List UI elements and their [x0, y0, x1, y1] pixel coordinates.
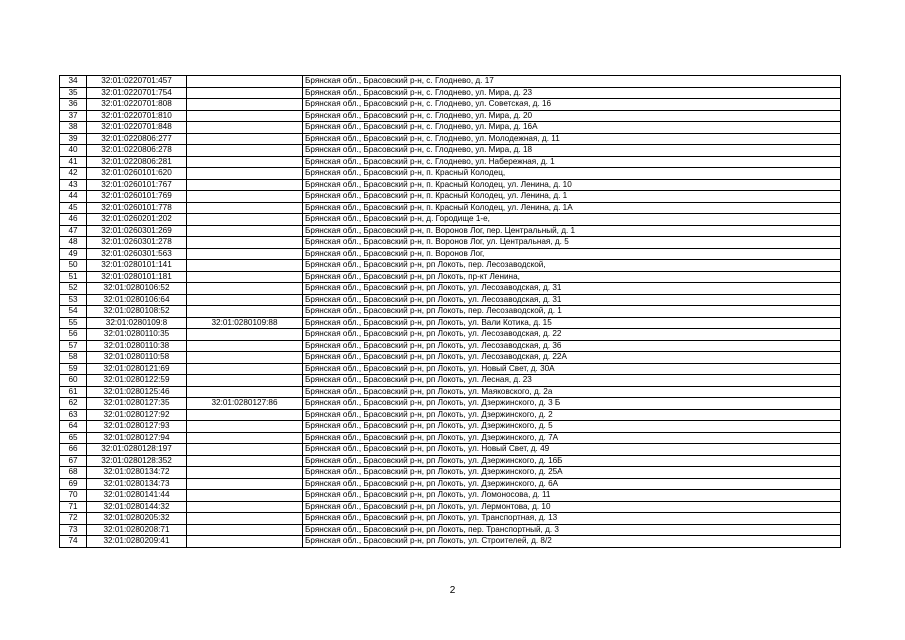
- table-row: [60, 536, 841, 548]
- row-number-cell: 49: [60, 248, 87, 260]
- address-cell: Брянская обл., Брасовский р-н, рп Локоть, пр-кт Ленина,: [303, 271, 841, 283]
- address-cell: Брянская обл., Брасовский р-н, рп Локоть, пер. Лесозаводской, д. 1: [303, 306, 841, 318]
- cadastral-number-cell: 32:01:0260101:767: [87, 179, 187, 191]
- address-cell: Брянская обл., Брасовский р-н, рп Локоть, ул. Ломоносова, д. 11: [303, 490, 841, 502]
- row-number-cell: 56: [60, 329, 87, 341]
- address-cell: Брянская обл., Брасовский р-н, с. Глоднево, ул. Советская, д. 16: [303, 99, 841, 111]
- cadastral-number-cell: 32:01:0280106:64: [87, 294, 187, 306]
- address-cell: Брянская обл., Брасовский р-н, п. Красный Колодец, ул. Ленина, д. 10: [303, 179, 841, 191]
- address-cell: Брянская обл., Брасовский р-н, п. Воронов Лог, ул. Центральная, д. 5: [303, 237, 841, 249]
- address-cell: Брянская обл., Брасовский р-н, рп Локоть, ул. Дзержинского, д. 3 Б: [303, 398, 841, 410]
- row-number-cell: 41: [60, 156, 87, 168]
- row-number-cell: 36: [60, 99, 87, 111]
- cadastral-number-cell: 32:01:0280101:141: [87, 260, 187, 272]
- linked-cadastral-number-cell: [187, 340, 303, 352]
- table-row: [60, 386, 841, 398]
- table-row: [60, 478, 841, 490]
- address-cell: Брянская обл., Брасовский р-н, рп Локоть, ул. Дзержинского, д. 16Б: [303, 455, 841, 467]
- table-row: [60, 340, 841, 352]
- table-row: [60, 76, 841, 88]
- linked-cadastral-number-cell: [187, 444, 303, 456]
- linked-cadastral-number-cell: [187, 260, 303, 272]
- address-cell: Брянская обл., Брасовский р-н, рп Локоть, ул. Строителей, д. 8/2: [303, 536, 841, 548]
- address-cell: Брянская обл., Брасовский р-н, рп Локоть, ул. Дзержинского, д. 25А: [303, 467, 841, 479]
- linked-cadastral-number-cell: [187, 110, 303, 122]
- linked-cadastral-number-cell: [187, 225, 303, 237]
- row-number-cell: 35: [60, 87, 87, 99]
- row-number-cell: 74: [60, 536, 87, 548]
- row-number-cell: 69: [60, 478, 87, 490]
- linked-cadastral-number-cell: 32:01:0280127:86: [187, 398, 303, 410]
- cadastral-number-cell: 32:01:0260301:278: [87, 237, 187, 249]
- linked-cadastral-number-cell: [187, 363, 303, 375]
- table-row: [60, 294, 841, 306]
- row-number-cell: 50: [60, 260, 87, 272]
- cadastral-number-cell: 32:01:0280110:58: [87, 352, 187, 364]
- row-number-cell: 65: [60, 432, 87, 444]
- row-number-cell: 57: [60, 340, 87, 352]
- address-cell: Брянская обл., Брасовский р-н, рп Локоть, пер. Лесозаводской,: [303, 260, 841, 272]
- page-number: 2: [449, 585, 456, 596]
- cadastral-number-cell: 32:01:0280101:181: [87, 271, 187, 283]
- linked-cadastral-number-cell: [187, 536, 303, 548]
- address-cell: Брянская обл., Брасовский р-н, с. Глоднево, ул. Набережная, д. 1: [303, 156, 841, 168]
- linked-cadastral-number-cell: [187, 386, 303, 398]
- table-row: [60, 191, 841, 203]
- row-number-cell: 59: [60, 363, 87, 375]
- linked-cadastral-number-cell: [187, 409, 303, 421]
- table-row: [60, 375, 841, 387]
- table-row: [60, 271, 841, 283]
- cadastral-number-cell: 32:01:0280127:92: [87, 409, 187, 421]
- address-cell: Брянская обл., Брасовский р-н, рп Локоть, ул. Новый Свет, д. 49: [303, 444, 841, 456]
- cadastral-number-cell: 32:01:0280134:72: [87, 467, 187, 479]
- address-cell: Брянская обл., Брасовский р-н, с. Глоднево, ул. Мира, д. 23: [303, 87, 841, 99]
- linked-cadastral-number-cell: [187, 76, 303, 88]
- linked-cadastral-number-cell: [187, 179, 303, 191]
- address-cell: Брянская обл., Брасовский р-н, рп Локоть, ул. Дзержинского, д. 6А: [303, 478, 841, 490]
- linked-cadastral-number-cell: [187, 191, 303, 203]
- address-cell: Брянская обл., Брасовский р-н, рп Локоть, ул. Вали Котика, д. 15: [303, 317, 841, 329]
- registry-table-body: [60, 76, 841, 548]
- address-cell: Брянская обл., Брасовский р-н, рп Локоть, ул. Маяковского, д. 2а: [303, 386, 841, 398]
- row-number-cell: 43: [60, 179, 87, 191]
- row-number-cell: 48: [60, 237, 87, 249]
- table-row: [60, 283, 841, 295]
- row-number-cell: 42: [60, 168, 87, 180]
- address-cell: Брянская обл., Брасовский р-н, с. Глоднево, ул. Молодежная, д. 11: [303, 133, 841, 145]
- row-number-cell: 47: [60, 225, 87, 237]
- row-number-cell: 71: [60, 501, 87, 513]
- table-row: [60, 133, 841, 145]
- row-number-cell: 40: [60, 145, 87, 157]
- linked-cadastral-number-cell: [187, 99, 303, 111]
- address-cell: Брянская обл., Брасовский р-н, рп Локоть, ул. Дзержинского, д. 2: [303, 409, 841, 421]
- cadastral-number-cell: 32:01:0280121:69: [87, 363, 187, 375]
- address-cell: Брянская обл., Брасовский р-н, рп Локоть, ул. Лесозаводская, д. 22: [303, 329, 841, 341]
- linked-cadastral-number-cell: [187, 432, 303, 444]
- linked-cadastral-number-cell: [187, 501, 303, 513]
- address-cell: Брянская обл., Брасовский р-н, п. Красный Колодец,: [303, 168, 841, 180]
- cadastral-number-cell: 32:01:0280144:32: [87, 501, 187, 513]
- cadastral-number-cell: 32:01:0220806:277: [87, 133, 187, 145]
- table-row: [60, 168, 841, 180]
- table-row: [60, 156, 841, 168]
- row-number-cell: 52: [60, 283, 87, 295]
- row-number-cell: 66: [60, 444, 87, 456]
- linked-cadastral-number-cell: [187, 478, 303, 490]
- cadastral-number-cell: 32:01:0280205:32: [87, 513, 187, 525]
- cadastral-number-cell: 32:01:0220701:848: [87, 122, 187, 134]
- linked-cadastral-number-cell: [187, 329, 303, 341]
- cadastral-number-cell: 32:01:0280127:93: [87, 421, 187, 433]
- table-row: [60, 145, 841, 157]
- table-row: [60, 421, 841, 433]
- row-number-cell: 44: [60, 191, 87, 203]
- table-row: [60, 306, 841, 318]
- row-number-cell: 60: [60, 375, 87, 387]
- cadastral-number-cell: 32:01:0220701:457: [87, 76, 187, 88]
- cadastral-number-cell: 32:01:0220701:808: [87, 99, 187, 111]
- linked-cadastral-number-cell: [187, 168, 303, 180]
- table-row: [60, 317, 841, 329]
- address-cell: Брянская обл., Брасовский р-н, с. Глоднево, д. 17: [303, 76, 841, 88]
- cadastral-number-cell: 32:01:0220701:754: [87, 87, 187, 99]
- linked-cadastral-number-cell: [187, 524, 303, 536]
- linked-cadastral-number-cell: [187, 87, 303, 99]
- row-number-cell: 61: [60, 386, 87, 398]
- linked-cadastral-number-cell: [187, 513, 303, 525]
- address-cell: Брянская обл., Брасовский р-н, рп Локоть, ул. Лесозаводская, д. 36: [303, 340, 841, 352]
- linked-cadastral-number-cell: [187, 237, 303, 249]
- address-cell: Брянская обл., Брасовский р-н, рп Локоть, ул. Лермонтова, д. 10: [303, 501, 841, 513]
- cadastral-number-cell: 32:01:0220701:810: [87, 110, 187, 122]
- linked-cadastral-number-cell: 32:01:0280109:88: [187, 317, 303, 329]
- address-cell: Брянская обл., Брасовский р-н, рп Локоть, ул. Лесозаводская, д. 22А: [303, 352, 841, 364]
- table-row: [60, 467, 841, 479]
- address-cell: Брянская обл., Брасовский р-н, рп Локоть, ул. Дзержинского, д. 7А: [303, 432, 841, 444]
- table-row: [60, 352, 841, 364]
- linked-cadastral-number-cell: [187, 490, 303, 502]
- linked-cadastral-number-cell: [187, 248, 303, 260]
- linked-cadastral-number-cell: [187, 145, 303, 157]
- cadastral-number-cell: 32:01:0280128:352: [87, 455, 187, 467]
- cadastral-number-cell: 32:01:0280106:52: [87, 283, 187, 295]
- address-cell: Брянская обл., Брасовский р-н, п. Воронов Лог, пер. Центральный, д. 1: [303, 225, 841, 237]
- linked-cadastral-number-cell: [187, 421, 303, 433]
- address-cell: Брянская обл., Брасовский р-н, рп Локоть, ул. Лесозаводская, д. 31: [303, 283, 841, 295]
- cadastral-number-cell: 32:01:0260201:202: [87, 214, 187, 226]
- table-row: [60, 363, 841, 375]
- row-number-cell: 34: [60, 76, 87, 88]
- table-row: [60, 444, 841, 456]
- linked-cadastral-number-cell: [187, 202, 303, 214]
- address-cell: Брянская обл., Брасовский р-н, рп Локоть, ул. Лесозаводская, д. 31: [303, 294, 841, 306]
- linked-cadastral-number-cell: [187, 283, 303, 295]
- cadastral-number-cell: 32:01:0280110:35: [87, 329, 187, 341]
- address-cell: Брянская обл., Брасовский р-н, п. Красный Колодец, ул. Ленина, д. 1: [303, 191, 841, 203]
- table-row: [60, 87, 841, 99]
- row-number-cell: 67: [60, 455, 87, 467]
- cadastral-number-cell: 32:01:0280208:71: [87, 524, 187, 536]
- row-number-cell: 72: [60, 513, 87, 525]
- table-row: [60, 490, 841, 502]
- registry-table: [59, 75, 841, 548]
- table-row: [60, 524, 841, 536]
- cadastral-number-cell: 32:01:0260301:563: [87, 248, 187, 260]
- cadastral-number-cell: 32:01:0280109:8: [87, 317, 187, 329]
- row-number-cell: 63: [60, 409, 87, 421]
- linked-cadastral-number-cell: [187, 306, 303, 318]
- table-row: [60, 513, 841, 525]
- cadastral-number-cell: 32:01:0220806:278: [87, 145, 187, 157]
- table-row: [60, 501, 841, 513]
- row-number-cell: 37: [60, 110, 87, 122]
- row-number-cell: 46: [60, 214, 87, 226]
- cadastral-number-cell: 32:01:0280125:46: [87, 386, 187, 398]
- cadastral-number-cell: 32:01:0260101:778: [87, 202, 187, 214]
- linked-cadastral-number-cell: [187, 352, 303, 364]
- row-number-cell: 53: [60, 294, 87, 306]
- cadastral-number-cell: 32:01:0260101:769: [87, 191, 187, 203]
- table-row: [60, 225, 841, 237]
- linked-cadastral-number-cell: [187, 271, 303, 283]
- cadastral-number-cell: 32:01:0280108:52: [87, 306, 187, 318]
- linked-cadastral-number-cell: [187, 294, 303, 306]
- cadastral-number-cell: 32:01:0280122:59: [87, 375, 187, 387]
- row-number-cell: 64: [60, 421, 87, 433]
- linked-cadastral-number-cell: [187, 455, 303, 467]
- row-number-cell: 73: [60, 524, 87, 536]
- address-cell: Брянская обл., Брасовский р-н, с. Глоднево, ул. Мира, д. 18: [303, 145, 841, 157]
- cadastral-number-cell: 32:01:0260101:620: [87, 168, 187, 180]
- row-number-cell: 68: [60, 467, 87, 479]
- address-cell: Брянская обл., Брасовский р-н, рп Локоть, ул. Дзержинского, д. 5: [303, 421, 841, 433]
- linked-cadastral-number-cell: [187, 133, 303, 145]
- table-row: [60, 409, 841, 421]
- cadastral-number-cell: 32:01:0220806:281: [87, 156, 187, 168]
- address-cell: Брянская обл., Брасовский р-н, с. Глоднево, ул. Мира, д. 16А: [303, 122, 841, 134]
- table-row: [60, 260, 841, 272]
- address-cell: Брянская обл., Брасовский р-н, с. Глоднево, ул. Мира, д. 20: [303, 110, 841, 122]
- linked-cadastral-number-cell: [187, 156, 303, 168]
- address-cell: Брянская обл., Брасовский р-н, д. Городище 1-е,: [303, 214, 841, 226]
- linked-cadastral-number-cell: [187, 467, 303, 479]
- cadastral-number-cell: 32:01:0260301:269: [87, 225, 187, 237]
- address-cell: Брянская обл., Брасовский р-н, п. Красный Колодец, ул. Ленина, д. 1А: [303, 202, 841, 214]
- row-number-cell: 38: [60, 122, 87, 134]
- address-cell: Брянская обл., Брасовский р-н, рп Локоть, ул. Транспортная, д. 13: [303, 513, 841, 525]
- table-row: [60, 432, 841, 444]
- table-row: [60, 110, 841, 122]
- row-number-cell: 70: [60, 490, 87, 502]
- row-number-cell: 45: [60, 202, 87, 214]
- address-cell: Брянская обл., Брасовский р-н, рп Локоть, ул. Новый Свет, д. 30А: [303, 363, 841, 375]
- cadastral-number-cell: 32:01:0280127:35: [87, 398, 187, 410]
- linked-cadastral-number-cell: [187, 375, 303, 387]
- cadastral-number-cell: 32:01:0280134:73: [87, 478, 187, 490]
- table-row: [60, 329, 841, 341]
- table-row: [60, 202, 841, 214]
- row-number-cell: 39: [60, 133, 87, 145]
- cadastral-number-cell: 32:01:0280209:41: [87, 536, 187, 548]
- row-number-cell: 51: [60, 271, 87, 283]
- row-number-cell: 55: [60, 317, 87, 329]
- table-row: [60, 179, 841, 191]
- table-row: [60, 248, 841, 260]
- row-number-cell: 54: [60, 306, 87, 318]
- address-cell: Брянская обл., Брасовский р-н, п. Воронов Лог,: [303, 248, 841, 260]
- row-number-cell: 58: [60, 352, 87, 364]
- cadastral-number-cell: 32:01:0280110:38: [87, 340, 187, 352]
- address-cell: Брянская обл., Брасовский р-н, рп Локоть, ул. Лесная, д. 23: [303, 375, 841, 387]
- table-row: [60, 237, 841, 249]
- table-row: [60, 99, 841, 111]
- cadastral-number-cell: 32:01:0280141:44: [87, 490, 187, 502]
- cadastral-number-cell: 32:01:0280127:94: [87, 432, 187, 444]
- table-row: [60, 214, 841, 226]
- linked-cadastral-number-cell: [187, 214, 303, 226]
- table-row: [60, 398, 841, 410]
- cadastral-number-cell: 32:01:0280128:197: [87, 444, 187, 456]
- table-row: [60, 122, 841, 134]
- address-cell: Брянская обл., Брасовский р-н, рп Локоть, пер. Транспортный, д. 3: [303, 524, 841, 536]
- row-number-cell: 62: [60, 398, 87, 410]
- table-row: [60, 455, 841, 467]
- linked-cadastral-number-cell: [187, 122, 303, 134]
